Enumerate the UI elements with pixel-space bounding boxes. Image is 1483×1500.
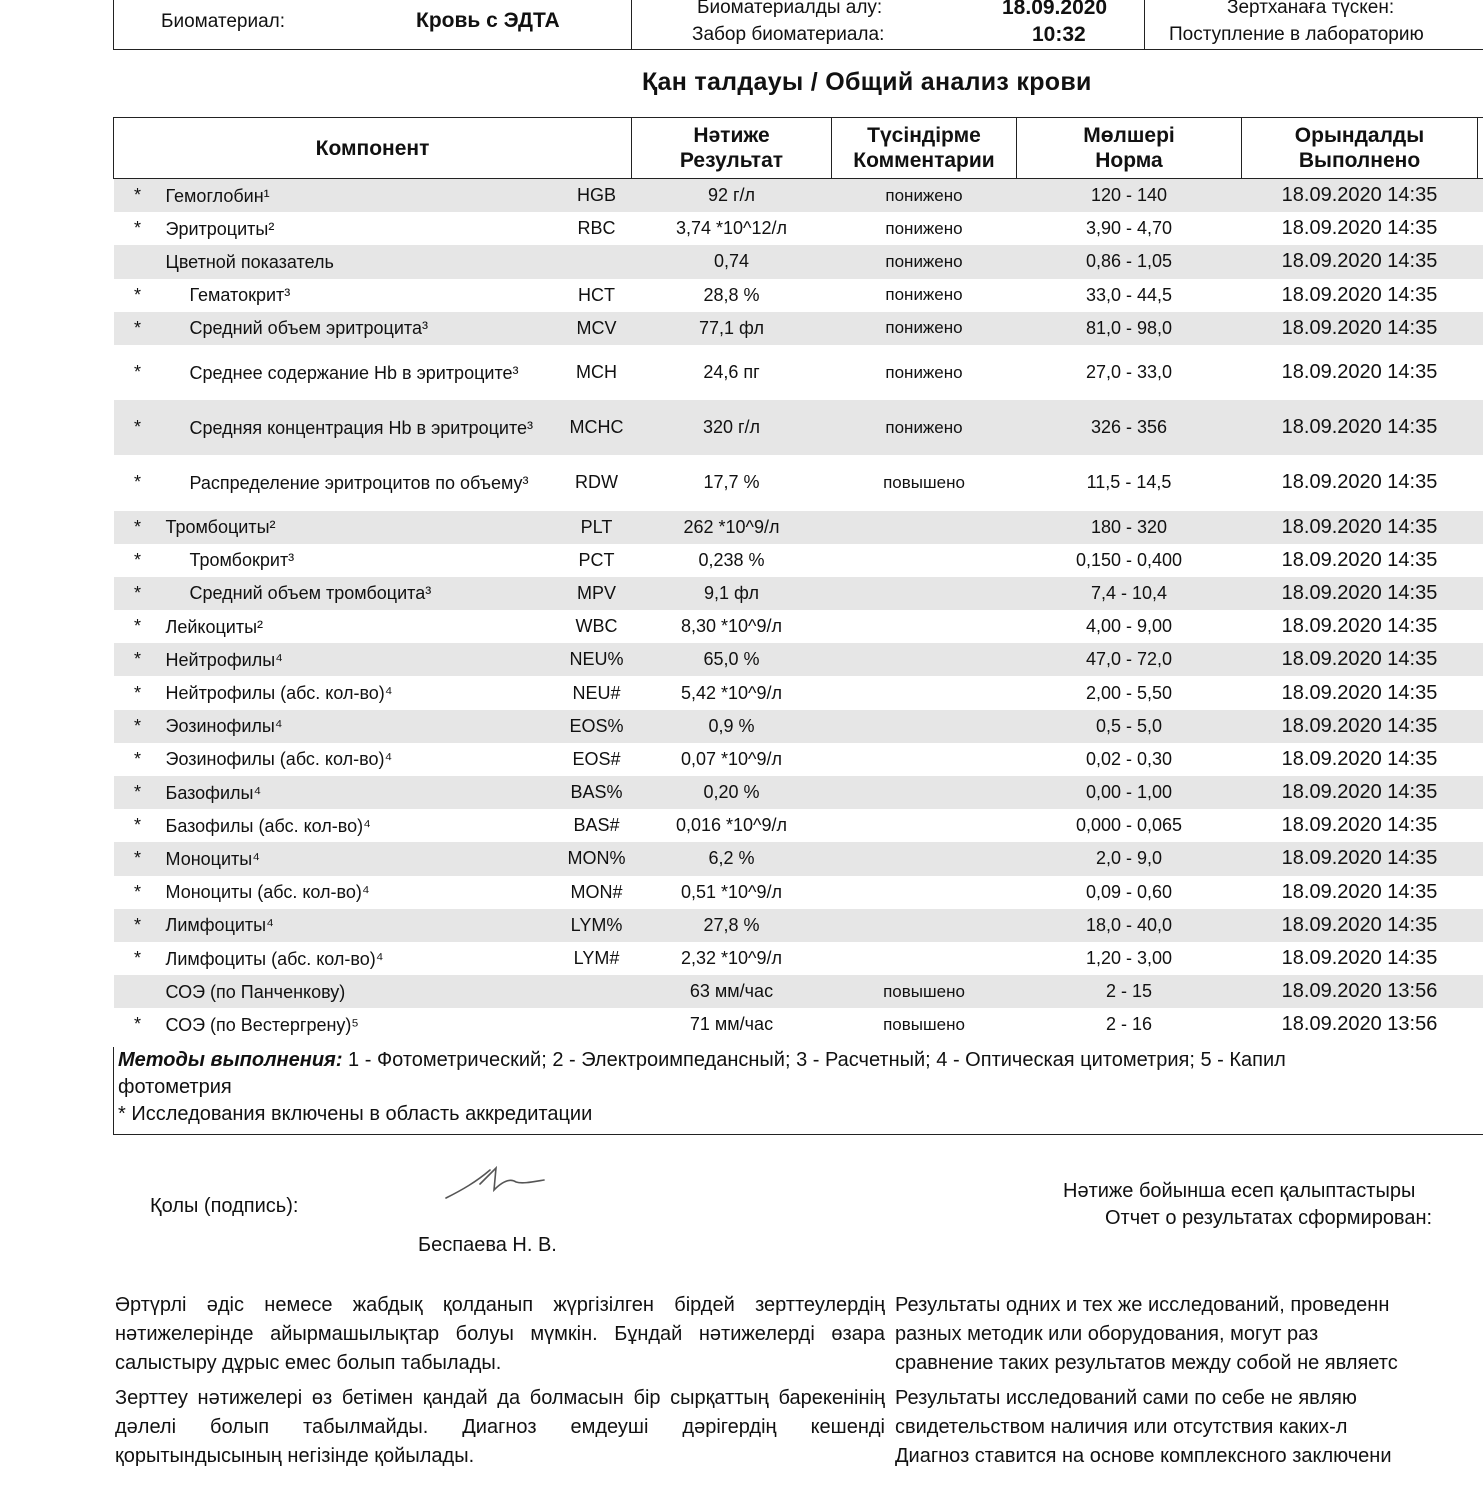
row-code: HCT (562, 279, 632, 312)
table-row (114, 610, 1483, 643)
table-row (114, 1008, 1483, 1041)
row-norm: 18,0 - 40,0 (1017, 909, 1242, 942)
row-code: EOS% (562, 710, 632, 743)
row-comment (832, 942, 1017, 975)
row-spacer (1478, 842, 1483, 875)
header-done: Орындалды Выполнено (1242, 118, 1478, 179)
lab-received-label-kz: Зертханаға түскен: (1227, 0, 1395, 18)
table-row (114, 809, 1483, 842)
row-norm: 0,000 - 0,065 (1017, 809, 1242, 842)
disclaimer-ru-1-line: Результаты одних и тех же исследований, проведенн (895, 1294, 1390, 1316)
signature-mark (440, 1160, 560, 1210)
specimen-header (113, 0, 1483, 50)
row-norm: 2 - 15 (1017, 975, 1242, 1008)
row-result: 0,20 % (632, 776, 832, 809)
row-result: 6,2 % (632, 842, 832, 875)
row-result: 24,6 пг (632, 345, 832, 400)
row-completed-at: 18.09.2020 14:35 (1242, 245, 1478, 278)
row-norm: 27,0 - 33,0 (1017, 345, 1242, 400)
row-star: * (114, 279, 162, 312)
row-result: 262 *10^9/л (632, 511, 832, 544)
table-row (114, 876, 1483, 909)
row-star: * (114, 743, 162, 776)
row-star: * (114, 776, 162, 809)
header-result: Нәтиже Результат (632, 118, 832, 179)
row-star: * (114, 610, 162, 643)
row-comment (832, 909, 1017, 942)
row-spacer (1478, 245, 1483, 278)
row-completed-at: 18.09.2020 14:35 (1242, 743, 1478, 776)
row-result: 65,0 % (632, 643, 832, 676)
row-result: 3,74 *10^12/л (632, 212, 832, 245)
row-result: 0,9 % (632, 710, 832, 743)
row-code (562, 1008, 632, 1041)
row-completed-at: 18.09.2020 14:35 (1242, 577, 1478, 610)
row-completed-at: 18.09.2020 14:35 (1242, 279, 1478, 312)
row-star: * (114, 710, 162, 743)
row-result: 8,30 *10^9/л (632, 610, 832, 643)
row-completed-at: 18.09.2020 14:35 (1242, 643, 1478, 676)
row-star (114, 245, 162, 278)
row-star (114, 975, 162, 1008)
row-completed-at: 18.09.2020 13:56 (1242, 1008, 1478, 1041)
row-component-name: Моноциты (абс. кол-во)⁴ (162, 876, 562, 909)
row-star: * (114, 1008, 162, 1041)
row-norm: 0,5 - 5,0 (1017, 710, 1242, 743)
table-row (114, 975, 1483, 1008)
row-star: * (114, 643, 162, 676)
row-completed-at: 18.09.2020 13:56 (1242, 975, 1478, 1008)
row-spacer (1478, 610, 1483, 643)
row-component-name: Эритроциты² (162, 212, 562, 245)
row-star: * (114, 345, 162, 400)
row-component-name: Моноциты⁴ (162, 842, 562, 875)
collection-label-ru: Забор биоматериала: (692, 24, 885, 45)
methods-text: 1 - Фотометрический; 2 - Электроимпедансный; 3 - Расчетный; 4 - Оптическая цитометрия; 5 - Капил (342, 1049, 1286, 1071)
row-component-name: Базофилы⁴ (162, 776, 562, 809)
row-completed-at: 18.09.2020 14:35 (1242, 842, 1478, 875)
row-star: * (114, 312, 162, 345)
row-result: 9,1 фл (632, 577, 832, 610)
row-code: NEU# (562, 676, 632, 709)
row-norm: 0,00 - 1,00 (1017, 776, 1242, 809)
row-component-name: Эозинофилы⁴ (162, 710, 562, 743)
row-result: 0,238 % (632, 544, 832, 577)
table-row (114, 455, 1483, 510)
accreditation-note: * Исследования включены в область аккредитации (118, 1103, 593, 1125)
row-star: * (114, 179, 162, 213)
table-row (114, 577, 1483, 610)
row-result: 5,42 *10^9/л (632, 676, 832, 709)
row-code: MON% (562, 842, 632, 875)
row-component-name: Нейтрофилы⁴ (162, 643, 562, 676)
row-spacer (1478, 975, 1483, 1008)
table-row (114, 312, 1483, 345)
results-table (113, 117, 1483, 1042)
row-completed-at: 18.09.2020 14:35 (1242, 676, 1478, 709)
row-norm: 3,90 - 4,70 (1017, 212, 1242, 245)
header-comment: Түсіндірме Комментарии (832, 118, 1017, 179)
row-completed-at: 18.09.2020 14:35 (1242, 909, 1478, 942)
disclaimer-ru-1 (895, 1291, 1483, 1378)
row-norm: 1,20 - 3,00 (1017, 942, 1242, 975)
collection-label-kz: Биоматериалды алу: (697, 0, 883, 18)
row-spacer (1478, 455, 1483, 510)
row-comment: понижено (832, 245, 1017, 278)
row-code: EOS# (562, 743, 632, 776)
row-comment: повышено (832, 1008, 1017, 1041)
row-star: * (114, 942, 162, 975)
row-comment (832, 544, 1017, 577)
table-row (114, 676, 1483, 709)
row-component-name: Тромбоциты² (162, 511, 562, 544)
row-result: 63 мм/час (632, 975, 832, 1008)
row-result: 0,07 *10^9/л (632, 743, 832, 776)
row-component-name: Среднее содержание Hb в эритроците³ (162, 345, 562, 400)
row-code: PLT (562, 511, 632, 544)
header-divider (631, 0, 632, 50)
row-comment: понижено (832, 345, 1017, 400)
header-extra (1478, 118, 1483, 179)
row-comment: повышено (832, 455, 1017, 510)
row-completed-at: 18.09.2020 14:35 (1242, 511, 1478, 544)
table-row (114, 345, 1483, 400)
row-comment (832, 511, 1017, 544)
table-row (114, 212, 1483, 245)
row-result: 27,8 % (632, 909, 832, 942)
row-comment: понижено (832, 179, 1017, 213)
row-completed-at: 18.09.2020 14:35 (1242, 455, 1478, 510)
biomaterial-value: Кровь с ЭДТА (416, 9, 560, 32)
row-star: * (114, 455, 162, 510)
disclaimer-kz-2: Зерттеу нәтижелері өз бетімен қандай да болмасын бір сырқаттың барекенінің дәлелі болып табылмайды. Диагноз емдеуші дәрігердің кешенді қорытындысының негізінде қойылады. (115, 1387, 885, 1467)
row-spacer (1478, 776, 1483, 809)
row-star: * (114, 400, 162, 455)
row-star: * (114, 909, 162, 942)
row-spacer (1478, 345, 1483, 400)
row-spacer (1478, 743, 1483, 776)
row-star: * (114, 842, 162, 875)
row-component-name: Лимфоциты⁴ (162, 909, 562, 942)
row-completed-at: 18.09.2020 14:35 (1242, 544, 1478, 577)
row-comment (832, 743, 1017, 776)
row-spacer (1478, 876, 1483, 909)
table-row (114, 942, 1483, 975)
row-result: 0,016 *10^9/л (632, 809, 832, 842)
row-result: 17,7 % (632, 455, 832, 510)
row-result: 0,74 (632, 245, 832, 278)
row-component-name: Распределение эритроцитов по объему³ (162, 455, 562, 510)
row-component-name: СОЭ (по Вестергрену)⁵ (162, 1008, 562, 1041)
collection-time: 10:32 (1032, 23, 1086, 46)
row-spacer (1478, 400, 1483, 455)
row-star: * (114, 876, 162, 909)
row-comment (832, 842, 1017, 875)
disclaimer-ru-1-line: разных методик или оборудования, могут раз (895, 1323, 1319, 1345)
row-code: PCT (562, 544, 632, 577)
row-code: LYM# (562, 942, 632, 975)
table-row (114, 179, 1483, 213)
row-code: MON# (562, 876, 632, 909)
row-component-name: Базофилы (абс. кол-во)⁴ (162, 809, 562, 842)
row-completed-at: 18.09.2020 14:35 (1242, 776, 1478, 809)
row-result: 0,51 *10^9/л (632, 876, 832, 909)
row-code: MCV (562, 312, 632, 345)
row-norm: 120 - 140 (1017, 179, 1242, 213)
row-completed-at: 18.09.2020 14:35 (1242, 400, 1478, 455)
header-divider (1144, 0, 1145, 50)
collection-date: 18.09.2020 (1002, 0, 1108, 19)
row-comment (832, 577, 1017, 610)
row-star: * (114, 511, 162, 544)
row-result: 71 мм/час (632, 1008, 832, 1041)
row-component-name: Лейкоциты² (162, 610, 562, 643)
row-code: MPV (562, 577, 632, 610)
table-header-row (114, 118, 1483, 179)
table-row (114, 245, 1483, 278)
row-spacer (1478, 909, 1483, 942)
table-row (114, 400, 1483, 455)
row-result: 2,32 *10^9/л (632, 942, 832, 975)
disclaimer-ru-2-line: Результаты исследований сами по себе не являю (895, 1387, 1357, 1409)
row-completed-at: 18.09.2020 14:35 (1242, 179, 1478, 213)
row-component-name: Средняя концентрация Hb в эритроците³ (162, 400, 562, 455)
row-completed-at: 18.09.2020 14:35 (1242, 610, 1478, 643)
row-spacer (1478, 179, 1483, 213)
row-comment: понижено (832, 400, 1017, 455)
row-comment: понижено (832, 312, 1017, 345)
row-component-name: Цветной показатель (162, 245, 562, 278)
row-star: * (114, 676, 162, 709)
row-code: BAS% (562, 776, 632, 809)
row-comment (832, 776, 1017, 809)
row-norm: 7,4 - 10,4 (1017, 577, 1242, 610)
row-spacer (1478, 676, 1483, 709)
table-row (114, 842, 1483, 875)
signer-name: Беспаева Н. В. (418, 1234, 557, 1256)
row-comment: понижено (832, 212, 1017, 245)
biomaterial-label: Биоматериал: (161, 11, 286, 32)
row-spacer (1478, 710, 1483, 743)
row-spacer (1478, 809, 1483, 842)
disclaimer-kz-1: Әртүрлі әдіс немесе жабдық қолданып жүргізілген бірдей зерттеулердің нәтижелерінде айырмашылықтар болуы мүмкін. Бұндай нәтижелерді өзара салыстыру дұрыс емес болып табылады. (115, 1294, 885, 1374)
report-generated-kz: Нәтиже бойынша есеп қалыптастыры (1063, 1180, 1416, 1202)
row-spacer (1478, 312, 1483, 345)
row-norm: 0,150 - 0,400 (1017, 544, 1242, 577)
row-code: HGB (562, 179, 632, 213)
row-completed-at: 18.09.2020 14:35 (1242, 345, 1478, 400)
header-component: Компонент (114, 118, 632, 179)
row-code: MCHC (562, 400, 632, 455)
signature-label: Қолы (подпись): (150, 1195, 299, 1217)
report-generated-ru: Отчет о результатах сформирован: (1105, 1207, 1433, 1229)
table-row (114, 909, 1483, 942)
row-star: * (114, 212, 162, 245)
row-component-name: Гемоглобин¹ (162, 179, 562, 213)
row-spacer (1478, 212, 1483, 245)
methods-label: Методы выполнения: (118, 1049, 343, 1071)
row-comment: понижено (832, 279, 1017, 312)
row-component-name: Средний объем эритроцита³ (162, 312, 562, 345)
table-row (114, 710, 1483, 743)
row-norm: 0,09 - 0,60 (1017, 876, 1242, 909)
row-norm: 33,0 - 44,5 (1017, 279, 1242, 312)
methods-note (113, 1047, 1483, 1135)
row-comment (832, 809, 1017, 842)
row-comment (832, 610, 1017, 643)
row-code: NEU% (562, 643, 632, 676)
row-norm: 180 - 320 (1017, 511, 1242, 544)
row-spacer (1478, 942, 1483, 975)
row-code: BAS# (562, 809, 632, 842)
row-comment (832, 676, 1017, 709)
row-code: LYM% (562, 909, 632, 942)
row-completed-at: 18.09.2020 14:35 (1242, 710, 1478, 743)
row-star: * (114, 809, 162, 842)
row-component-name: Лимфоциты (абс. кол-во)⁴ (162, 942, 562, 975)
row-comment: повышено (832, 975, 1017, 1008)
table-row (114, 279, 1483, 312)
row-norm: 47,0 - 72,0 (1017, 643, 1242, 676)
row-norm: 0,86 - 1,05 (1017, 245, 1242, 278)
row-component-name: Средний объем тромбоцита³ (162, 577, 562, 610)
page-title: Қан талдауы / Общий анализ крови (642, 68, 1092, 96)
row-component-name: Тромбокрит³ (162, 544, 562, 577)
disclaimer-ru-1-line: сравнение таких результатов между собой не являетс (895, 1352, 1398, 1374)
row-component-name: Нейтрофилы (абс. кол-во)⁴ (162, 676, 562, 709)
table-row (114, 544, 1483, 577)
row-spacer (1478, 1008, 1483, 1041)
row-norm: 4,00 - 9,00 (1017, 610, 1242, 643)
row-completed-at: 18.09.2020 14:35 (1242, 212, 1478, 245)
row-code (562, 245, 632, 278)
row-norm: 326 - 356 (1017, 400, 1242, 455)
row-completed-at: 18.09.2020 14:35 (1242, 876, 1478, 909)
row-result: 92 г/л (632, 179, 832, 213)
table-row (114, 743, 1483, 776)
row-completed-at: 18.09.2020 14:35 (1242, 809, 1478, 842)
methods-line2: фотометрия (118, 1076, 232, 1098)
row-component-name: Эозинофилы (абс. кол-во)⁴ (162, 743, 562, 776)
row-star: * (114, 577, 162, 610)
row-completed-at: 18.09.2020 14:35 (1242, 942, 1478, 975)
row-comment (832, 876, 1017, 909)
row-result: 320 г/л (632, 400, 832, 455)
lab-received-label-ru: Поступление в лабораторию (1169, 24, 1424, 45)
table-body (114, 179, 1483, 1042)
row-completed-at: 18.09.2020 14:35 (1242, 312, 1478, 345)
disclaimer-ru-2-line: Диагноз ставится на основе комплексного заключени (895, 1445, 1392, 1467)
row-spacer (1478, 577, 1483, 610)
row-result: 77,1 фл (632, 312, 832, 345)
row-component-name: СОЭ (по Панченкову) (162, 975, 562, 1008)
row-spacer (1478, 279, 1483, 312)
row-code (562, 975, 632, 1008)
row-code: RDW (562, 455, 632, 510)
row-norm: 2,00 - 5,50 (1017, 676, 1242, 709)
row-norm: 11,5 - 14,5 (1017, 455, 1242, 510)
row-star: * (114, 544, 162, 577)
row-code: MCH (562, 345, 632, 400)
row-comment (832, 710, 1017, 743)
row-norm: 81,0 - 98,0 (1017, 312, 1242, 345)
table-row (114, 776, 1483, 809)
row-spacer (1478, 544, 1483, 577)
row-component-name: Гематокрит³ (162, 279, 562, 312)
row-spacer (1478, 643, 1483, 676)
row-norm: 2 - 16 (1017, 1008, 1242, 1041)
table-row (114, 643, 1483, 676)
row-code: RBC (562, 212, 632, 245)
header-norm: Мөлшері Норма (1017, 118, 1242, 179)
table-row (114, 511, 1483, 544)
row-comment (832, 643, 1017, 676)
row-result: 28,8 % (632, 279, 832, 312)
disclaimer-ru-2 (895, 1384, 1483, 1471)
disclaimer-ru-2-line: свидетельством наличия или отсутствия каких-л (895, 1416, 1348, 1438)
row-norm: 0,02 - 0,30 (1017, 743, 1242, 776)
row-code: WBC (562, 610, 632, 643)
row-norm: 2,0 - 9,0 (1017, 842, 1242, 875)
row-spacer (1478, 511, 1483, 544)
